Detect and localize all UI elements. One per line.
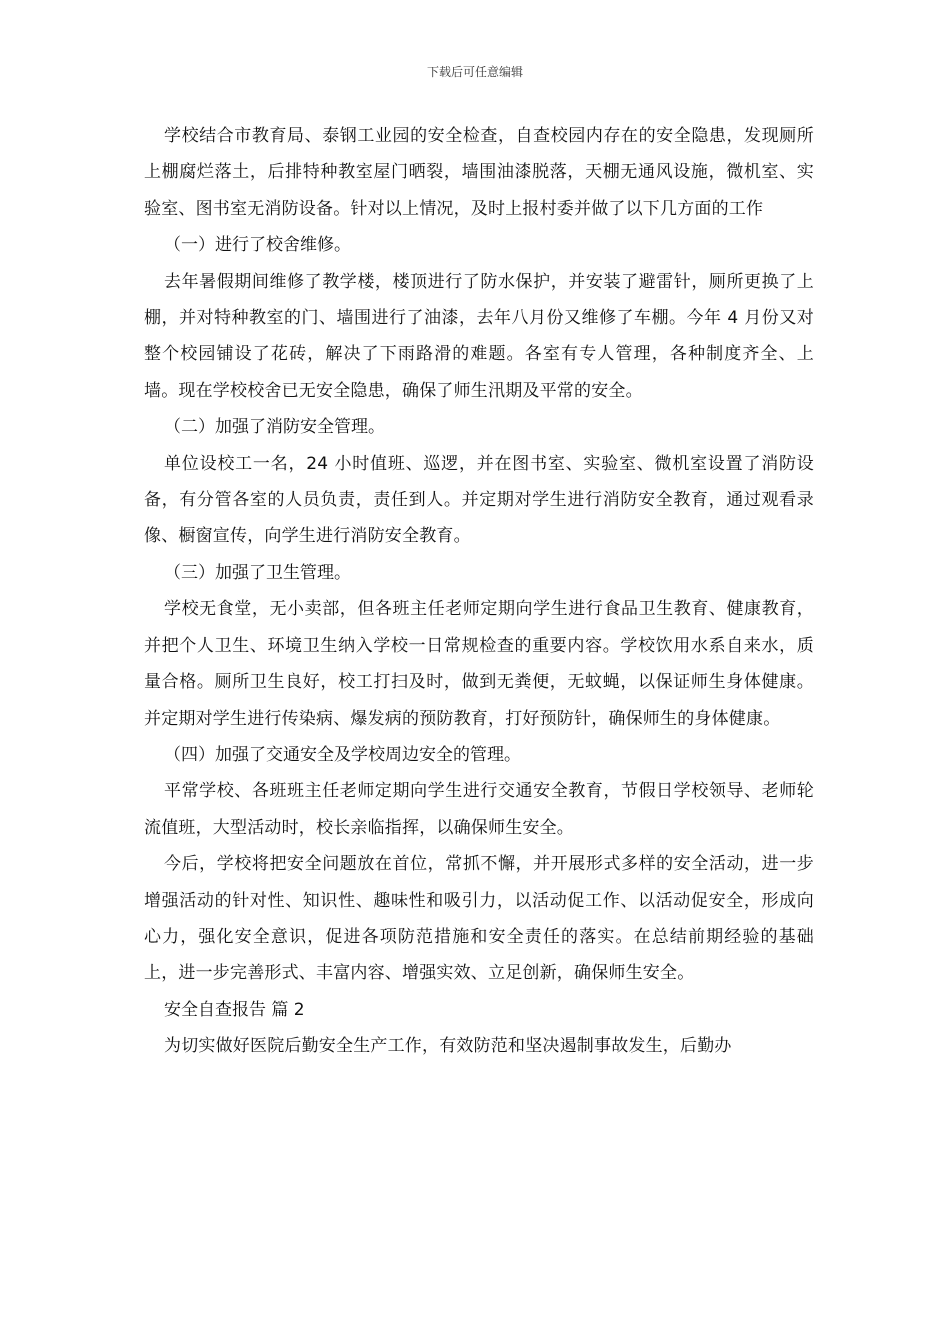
page-header-note: 下载后可任意编辑 bbox=[426, 65, 523, 79]
section-heading-3: （三）加强了卫生管理。 bbox=[164, 562, 351, 583]
paragraph-fire-safety: 单位设校工一名，24 小时值班、巡逻，并在图书室、实验室、微机室设置了消防设备，有分管各室的人员负责，责任到人。并定期对学生进行消防安全教育，通过观看录像、橱窗宣传，向学生进行消防安全教育。 bbox=[144, 453, 814, 547]
document-body bbox=[144, 118, 814, 1065]
paragraph-hygiene: 学校无食堂，无小卖部，但各班主任老师定期向学生进行食品卫生教育、健康教育，并把个人卫生、环境卫生纳入学校一日常规检查的重要内容。学校饮用水系自来水，质量合格。厕所卫生良好，校工打扫及时，做到无粪便，无蚊蝇，以保证师生身体健康。并定期对学生进行传染病、爆发病的预防教育，打好预防针，确保师生的身体健康。 bbox=[144, 599, 814, 729]
paragraph-traffic: 平常学校、各班班主任老师定期向学生进行交通安全教育，节假日学校领导、老师轮流值班，大型活动时，校长亲临指挥，以确保师生安全。 bbox=[144, 781, 814, 838]
paragraph-report-2-intro: 为切实做好医院后勤安全生产工作，有效防范和坚决遏制事故发生，后勤办 bbox=[164, 1036, 732, 1057]
paragraph-intro: 学校结合市教育局、泰钢工业园的安全检查，自查校园内存在的安全隐患，发现厕所上棚腐烂落土，后排特种教室屋门晒裂，墙围油漆脱落，天棚无通风设施，微机室、实验室、图书室无消防设备。针对以上情况，及时上报村委并做了以下几方面的工作 bbox=[144, 126, 814, 219]
report-title-2: 安全自查报告 篇 2 bbox=[164, 999, 305, 1020]
section-heading-1: （一）进行了校舍维修。 bbox=[164, 235, 351, 256]
section-heading-4: （四）加强了交通安全及学校周边安全的管理。 bbox=[164, 744, 521, 765]
paragraph-future: 今后，学校将把安全问题放在首位，常抓不懈，并开展形式多样的安全活动，进一步增强活动的针对性、知识性、趣味性和吸引力，以活动促工作、以活动促安全，形成向心力，强化安全意识，促进各项防范措施和安全责任的落实。在总结前期经验的基础上，进一步完善形式、丰富内容、增强实效、立足创新，确保师生安全。 bbox=[144, 854, 814, 984]
paragraph-repair: 去年暑假期间维修了教学楼，楼顶进行了防水保护，并安装了避雷针，厕所更换了上棚，并对特种教室的门、墙围进行了油漆，去年八月份又维修了车棚。今年 4 月份又对整个校园铺设了花砖，解决了下雨路滑的难题。各室有专人管理，各种制度齐全、上墙。现在学校校舍已无安全隐患，确保了师生汛期及平常的安全。 bbox=[144, 271, 814, 401]
section-heading-2: （二）加强了消防安全管理。 bbox=[164, 417, 385, 438]
